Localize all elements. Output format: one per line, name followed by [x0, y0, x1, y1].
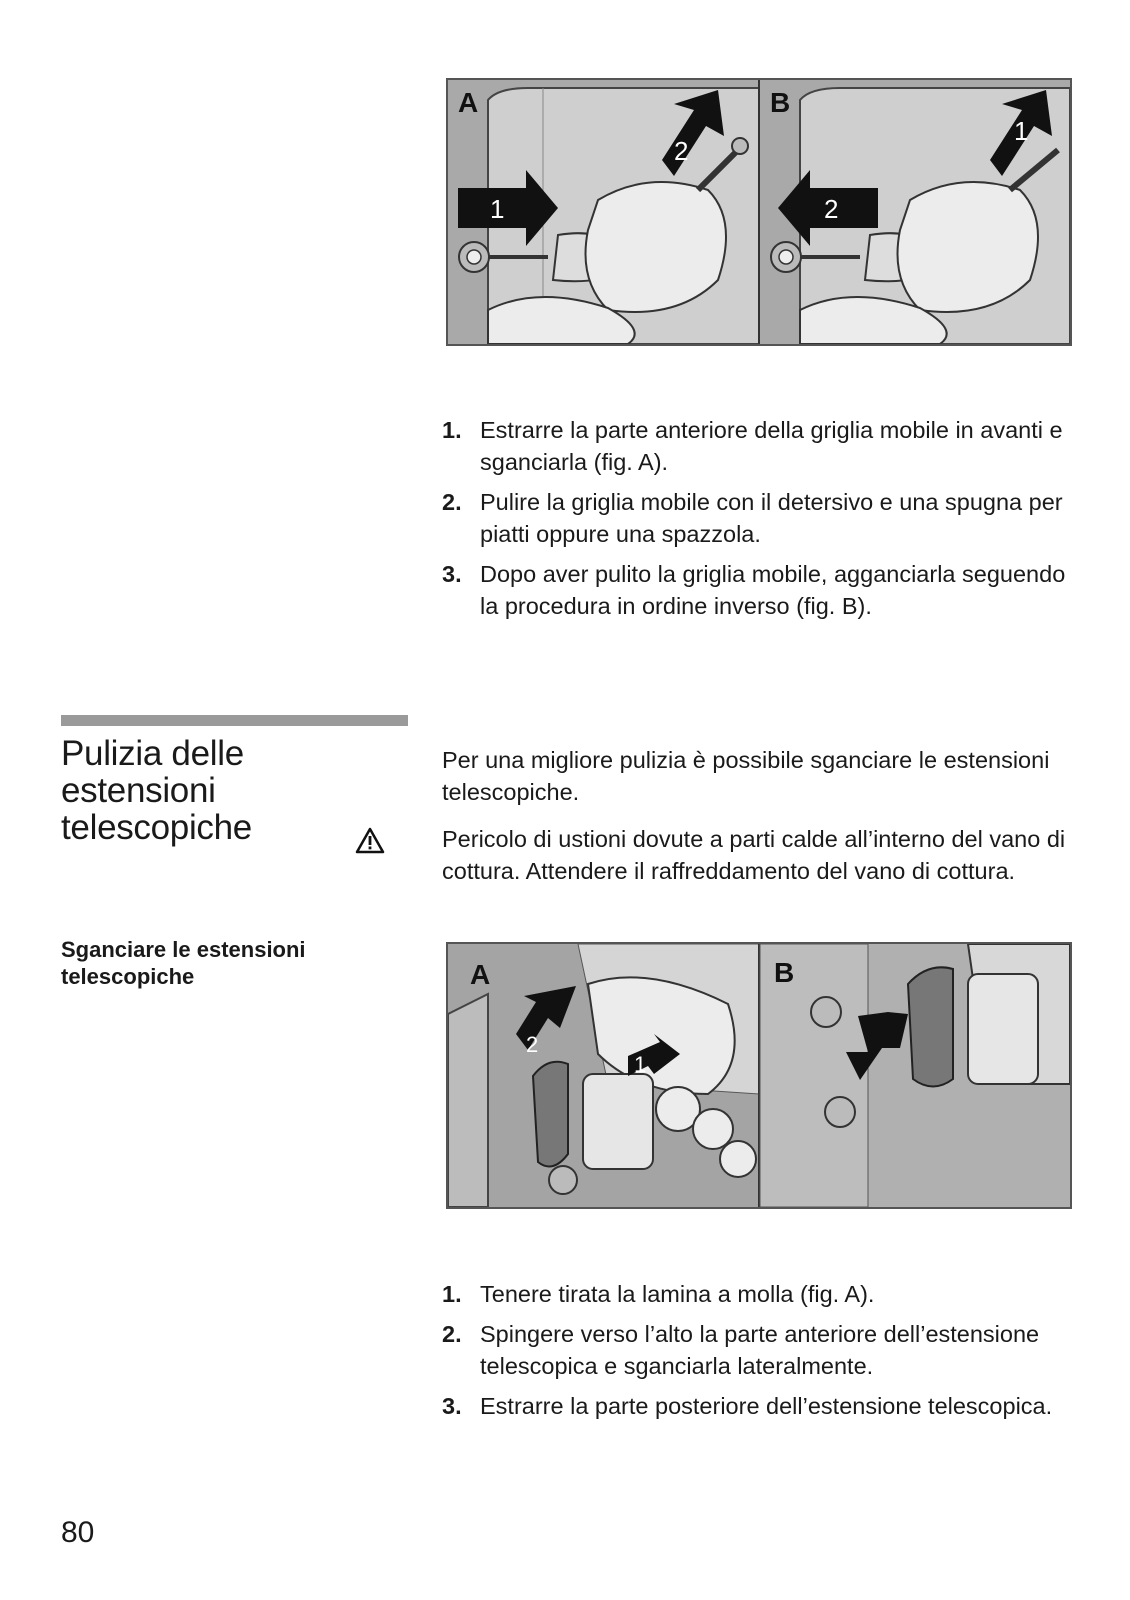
list-item: 1. Estrarre la parte anteriore della griglia mobile in avanti e sganciarla (fig. A). [442, 417, 1063, 475]
intro-paragraph: Per una migliore pulizia è possibile sganciare le estensioni telescopiche. [442, 747, 1050, 805]
figure-panel-a [448, 944, 759, 1207]
list-item: 3. Estrarre la parte posteriore dell’estensione telescopica. [442, 1393, 1053, 1419]
panel-b-label: B [774, 957, 795, 988]
arrow-label-2-b: 2 [824, 194, 839, 224]
page-number: 80 [61, 1516, 95, 1549]
arrow-label-2: 2 [674, 136, 689, 166]
figure-remove-rack [446, 78, 1072, 346]
panel-a-label: A [458, 87, 479, 118]
figure-telescopic-runners [446, 942, 1072, 1209]
list-item: 1. Tenere tirata la lamina a molla (fig. A). [442, 1281, 875, 1307]
section-heading: Pulizia delle estensioni telescopiche [61, 734, 252, 847]
steps-list-rack [442, 414, 1082, 630]
list-item: 2. Pulire la griglia mobile con il detersivo e una spugna per piatti oppure una spazzola. [442, 489, 1063, 547]
arrow-label-2: 2 [526, 1032, 539, 1057]
panel-a-label: A [470, 959, 491, 990]
warning-triangle-icon [355, 827, 385, 854]
warning-paragraph: Pericolo di ustioni dovute a parti calde all’interno del vano di cottura. Attendere il raffreddamento del vano di cottura. [442, 826, 1066, 884]
section-divider [61, 715, 408, 726]
list-item: 2. Spingere verso l’alto la parte anteriore dell’estensione telescopica e sganciarla lateralmente. [442, 1321, 1040, 1379]
list-item: 3. Dopo aver pulito la griglia mobile, agganciarla seguendo la procedura in ordine inverso (fig. B). [442, 561, 1066, 619]
arrow-label-1: 1 [634, 1052, 647, 1077]
arrow-label-1-b: 1 [1014, 116, 1029, 146]
subheading-unhook: Sganciare le estensioni telescopiche [61, 937, 306, 989]
arrow-label-1: 1 [490, 194, 505, 224]
steps-list-runners [442, 1278, 1082, 1430]
figure-panel-b [760, 944, 1070, 1207]
panel-b-label: B [770, 87, 791, 118]
